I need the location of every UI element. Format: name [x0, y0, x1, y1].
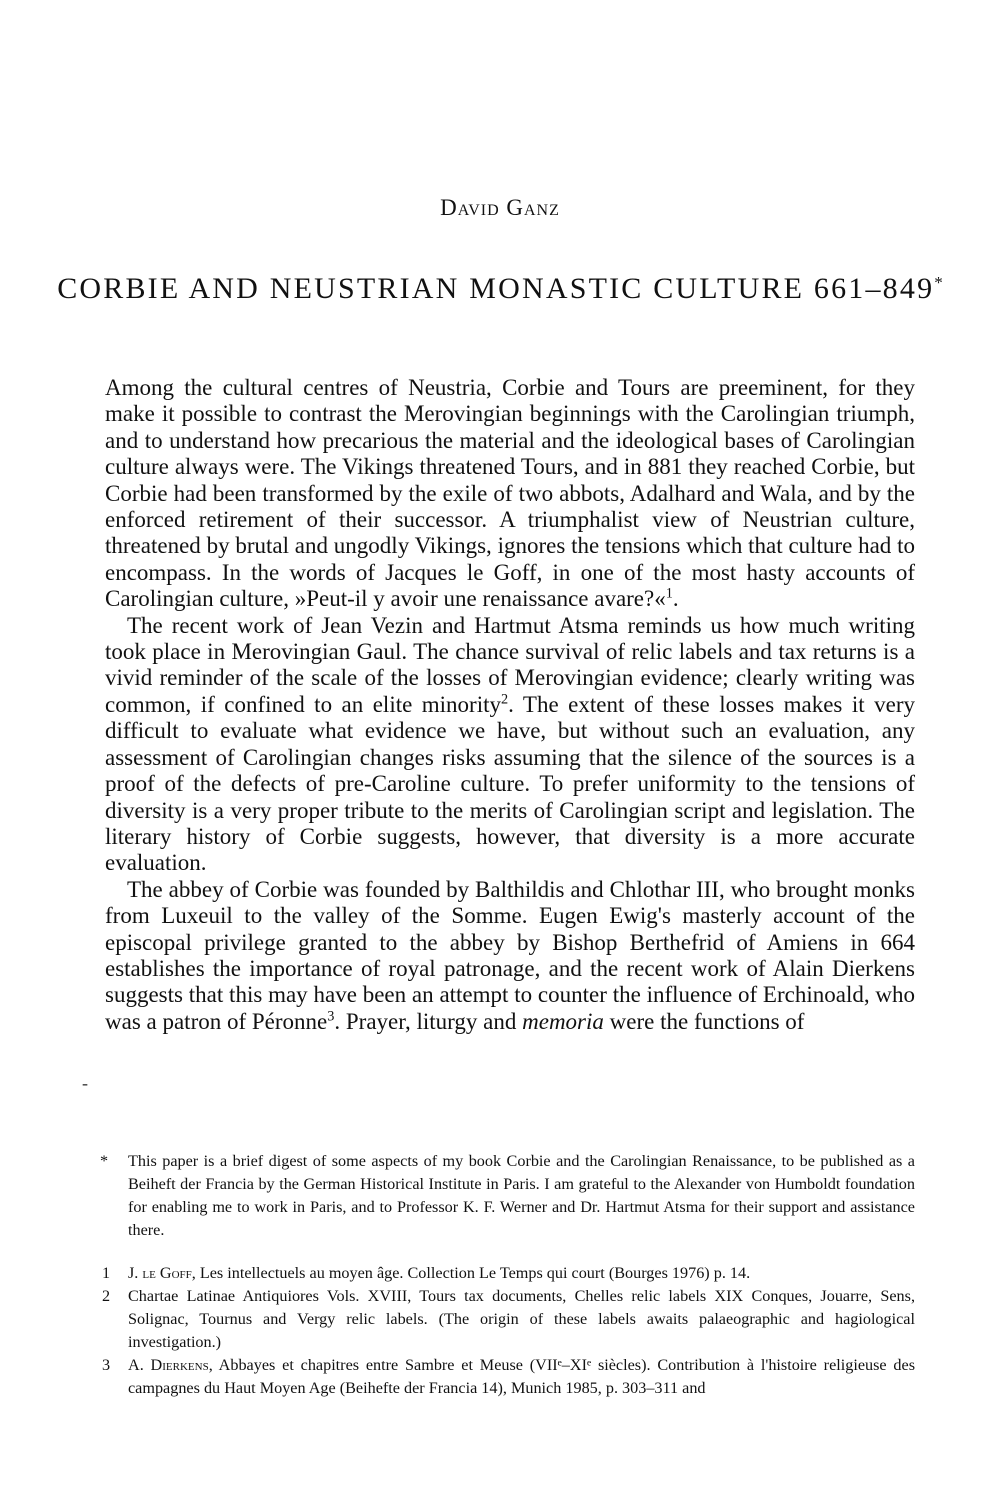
margin-mark: -: [82, 1073, 88, 1093]
footnote-text: Chartae Latinae Antiquiores Vols. XVIII, Tours tax documents, Chelles relic labels XIX Conques, Jouarre, Sens, Solignac, Tournus and Vergy relic labels. (The origin of these labels awaits palaeographic and hagiological investigation.): [128, 1287, 915, 1351]
italic-term: memoria: [522, 1008, 604, 1034]
footnote-text: , Abbayes et chapitres entre Sambre et Meuse (VIIᵉ–XIᵉ siècles). Contribution à l'histoire religieuse des campagnes du Haut Moyen Age (Beihefte der Francia 14), Munich 1985, p. 303–311 and: [128, 1356, 916, 1397]
title-footnote-mark[interactable]: *: [934, 273, 943, 292]
footnotes-list: [100, 1262, 915, 1400]
footnote-2: [100, 1285, 915, 1354]
footnote-author: A. Dierkens: [128, 1356, 209, 1374]
article-author: David Ganz: [440, 195, 560, 220]
paragraph-2: The recent work of Jean Vezin and Hartmut Atsma reminds us how much writing took place in Merovingian Gaul. The chance survival of relic labels and tax returns is a vivid reminder of the scale of the losses of Merovingian evidence; clearly writing was common, if confined to an elite minority$^2$. The extent of these losses makes it very difficult to evaluate what evidence we have, but without such an evaluation, any assessment of Carolingian changes risks assuming that the silence of the sources is a proof of the defects of pre-Caroline culture. To prefer uniformity to the tensions of diversity is a very proper tribute to the merits of Carolingian script and legislation. The literary history of Corbie suggests, however, that diversity is a more accurate evaluation.: [105, 612, 915, 876]
paragraph-1: Among the cultural centres of Neustria, Corbie and Tours are preeminent, for they make it possible to contrast the Merovingian beginnings with the Carolingian triumph, and to understand how precarious the material and the ideological bases of Carolingian culture always were. The Vikings threatened Tours, and in 881 they reached Corbie, but Corbie had been transformed by the exile of two abbots, Adalhard and Wala, and by the enforced retirement of their successor. A triumphalist view of Neustrian culture, threatened by brutal and ungodly Vikings, ignores the tensions which that culture had to encompass. In the words of Jacques le Goff, in one of the most hasty accounts of Carolingian culture, »Peut-il y avoir une renaissance avare?«$^1$.: [105, 375, 915, 612]
footnote-ref-2[interactable]: 2: [501, 691, 509, 708]
footnote-1: [100, 1262, 915, 1285]
footnote-star-mark: *: [100, 1152, 109, 1170]
footnote-author: J. le Goff: [128, 1264, 192, 1282]
footnote-text: , Les intellectuels au moyen âge. Collection Le Temps qui court (Bourges 1976) p. 14.: [191, 1264, 751, 1282]
title-text: CORBIE AND NEUSTRIAN MONASTIC CULTURE 661–849: [57, 272, 935, 305]
footnote-ref-3[interactable]: 3: [327, 1008, 335, 1025]
footnote-number: 1: [102, 1264, 111, 1282]
footnote-number: 3: [102, 1356, 111, 1374]
article-body: [105, 375, 915, 1035]
footnote-star: [100, 1150, 915, 1242]
footnote-ref-1[interactable]: 1: [665, 585, 673, 602]
paragraph-3: The abbey of Corbie was founded by Balthildis and Chlothar III, who brought monks from Luxeuil to the valley of the Somme. Eugen Ewig's masterly account of the episcopal privilege granted to the abbey by Bishop Berthefrid of Amiens in 664 establishes the importance of royal patronage, and the recent work of Alain Dierkens suggests that this may have been an attempt to counter the influence of Erchinoald, who was a patron of Péronne$^3$. Prayer, liturgy and memoria were the functions of: [105, 876, 915, 1034]
footnote-3: [100, 1354, 915, 1400]
footnote-number: 2: [102, 1287, 111, 1305]
article-title: [0, 272, 1000, 306]
footnote-star-text: This paper is a brief digest of some aspects of my book Corbie and the Carolingian Renaissance, to be published as a Beiheft der Francia by the German Historical Institute in Paris. I am grateful to the Alexander von Humboldt foundation for enabling me to work in Paris, and to Professor K. F. Werner and Dr. Hartmut Atsma for their support and assistance there.: [128, 1152, 915, 1239]
